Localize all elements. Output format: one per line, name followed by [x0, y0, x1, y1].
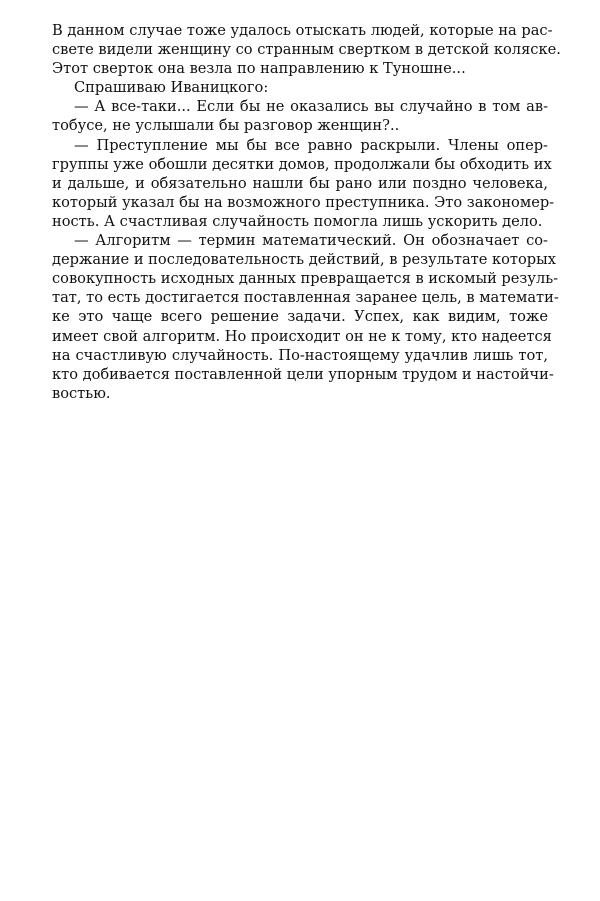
text-line: и дальше, и обязательно нашли бы рано или поздно человека,: [52, 174, 548, 192]
text-line: держание и последовательность действий, в результате которых: [52, 251, 556, 269]
text-line: востью.: [52, 384, 111, 402]
text-line: Этот сверток она везла по направлению к Туношне...: [52, 60, 466, 78]
text-line: совокупность исходных данных превращается в искомый резуль-: [52, 270, 559, 288]
text-line: свете видели женщину со странным свертком в детской коляске.: [52, 41, 561, 59]
paragraph: [52, 97, 548, 135]
text-line: Спрашиваю Иваницкого:: [74, 79, 269, 97]
text-line: тат, то есть достигается поставленная заранее цель, в математи-: [52, 289, 559, 307]
paragraph: [52, 21, 561, 78]
paragraph: [52, 78, 548, 97]
text-line: В данном случае тоже удалось отыскать людей, которые на рас-: [52, 22, 553, 39]
text-line: имеет свой алгоритм. Но происходит он не к тому, кто надеется: [52, 327, 552, 345]
text-line: на счастливую случайность. По-настоящему удачлив лишь тот,: [52, 346, 548, 364]
paragraph: [52, 231, 559, 403]
text-line: который указал бы на возможного преступника. Это закономер-: [52, 193, 555, 211]
text-line: — Алгоритм — термин математический. Он обозначает со-: [74, 232, 548, 250]
text-line: — Преступление мы бы все равно раскрыли. Члены опер-: [74, 136, 548, 154]
text-line: ке это чаще всего решение задачи. Успех, как видим, тоже: [52, 308, 548, 326]
text-line: кто добивается поставленной цели упорным трудом и настойчи-: [52, 365, 554, 383]
text-line: — А все-таки... Если бы не оказались вы случайно в том ав-: [74, 98, 548, 116]
body-text: [52, 21, 561, 403]
paragraph: [52, 136, 555, 231]
text-line: группы уже обошли десятки домов, продолжали бы обходить их: [52, 155, 552, 173]
text-line: ность. А счастливая случайность помогла лишь ускорить дело.: [52, 212, 543, 230]
text-line: тобусе, не услышали бы разговор женщин?..: [52, 117, 400, 135]
